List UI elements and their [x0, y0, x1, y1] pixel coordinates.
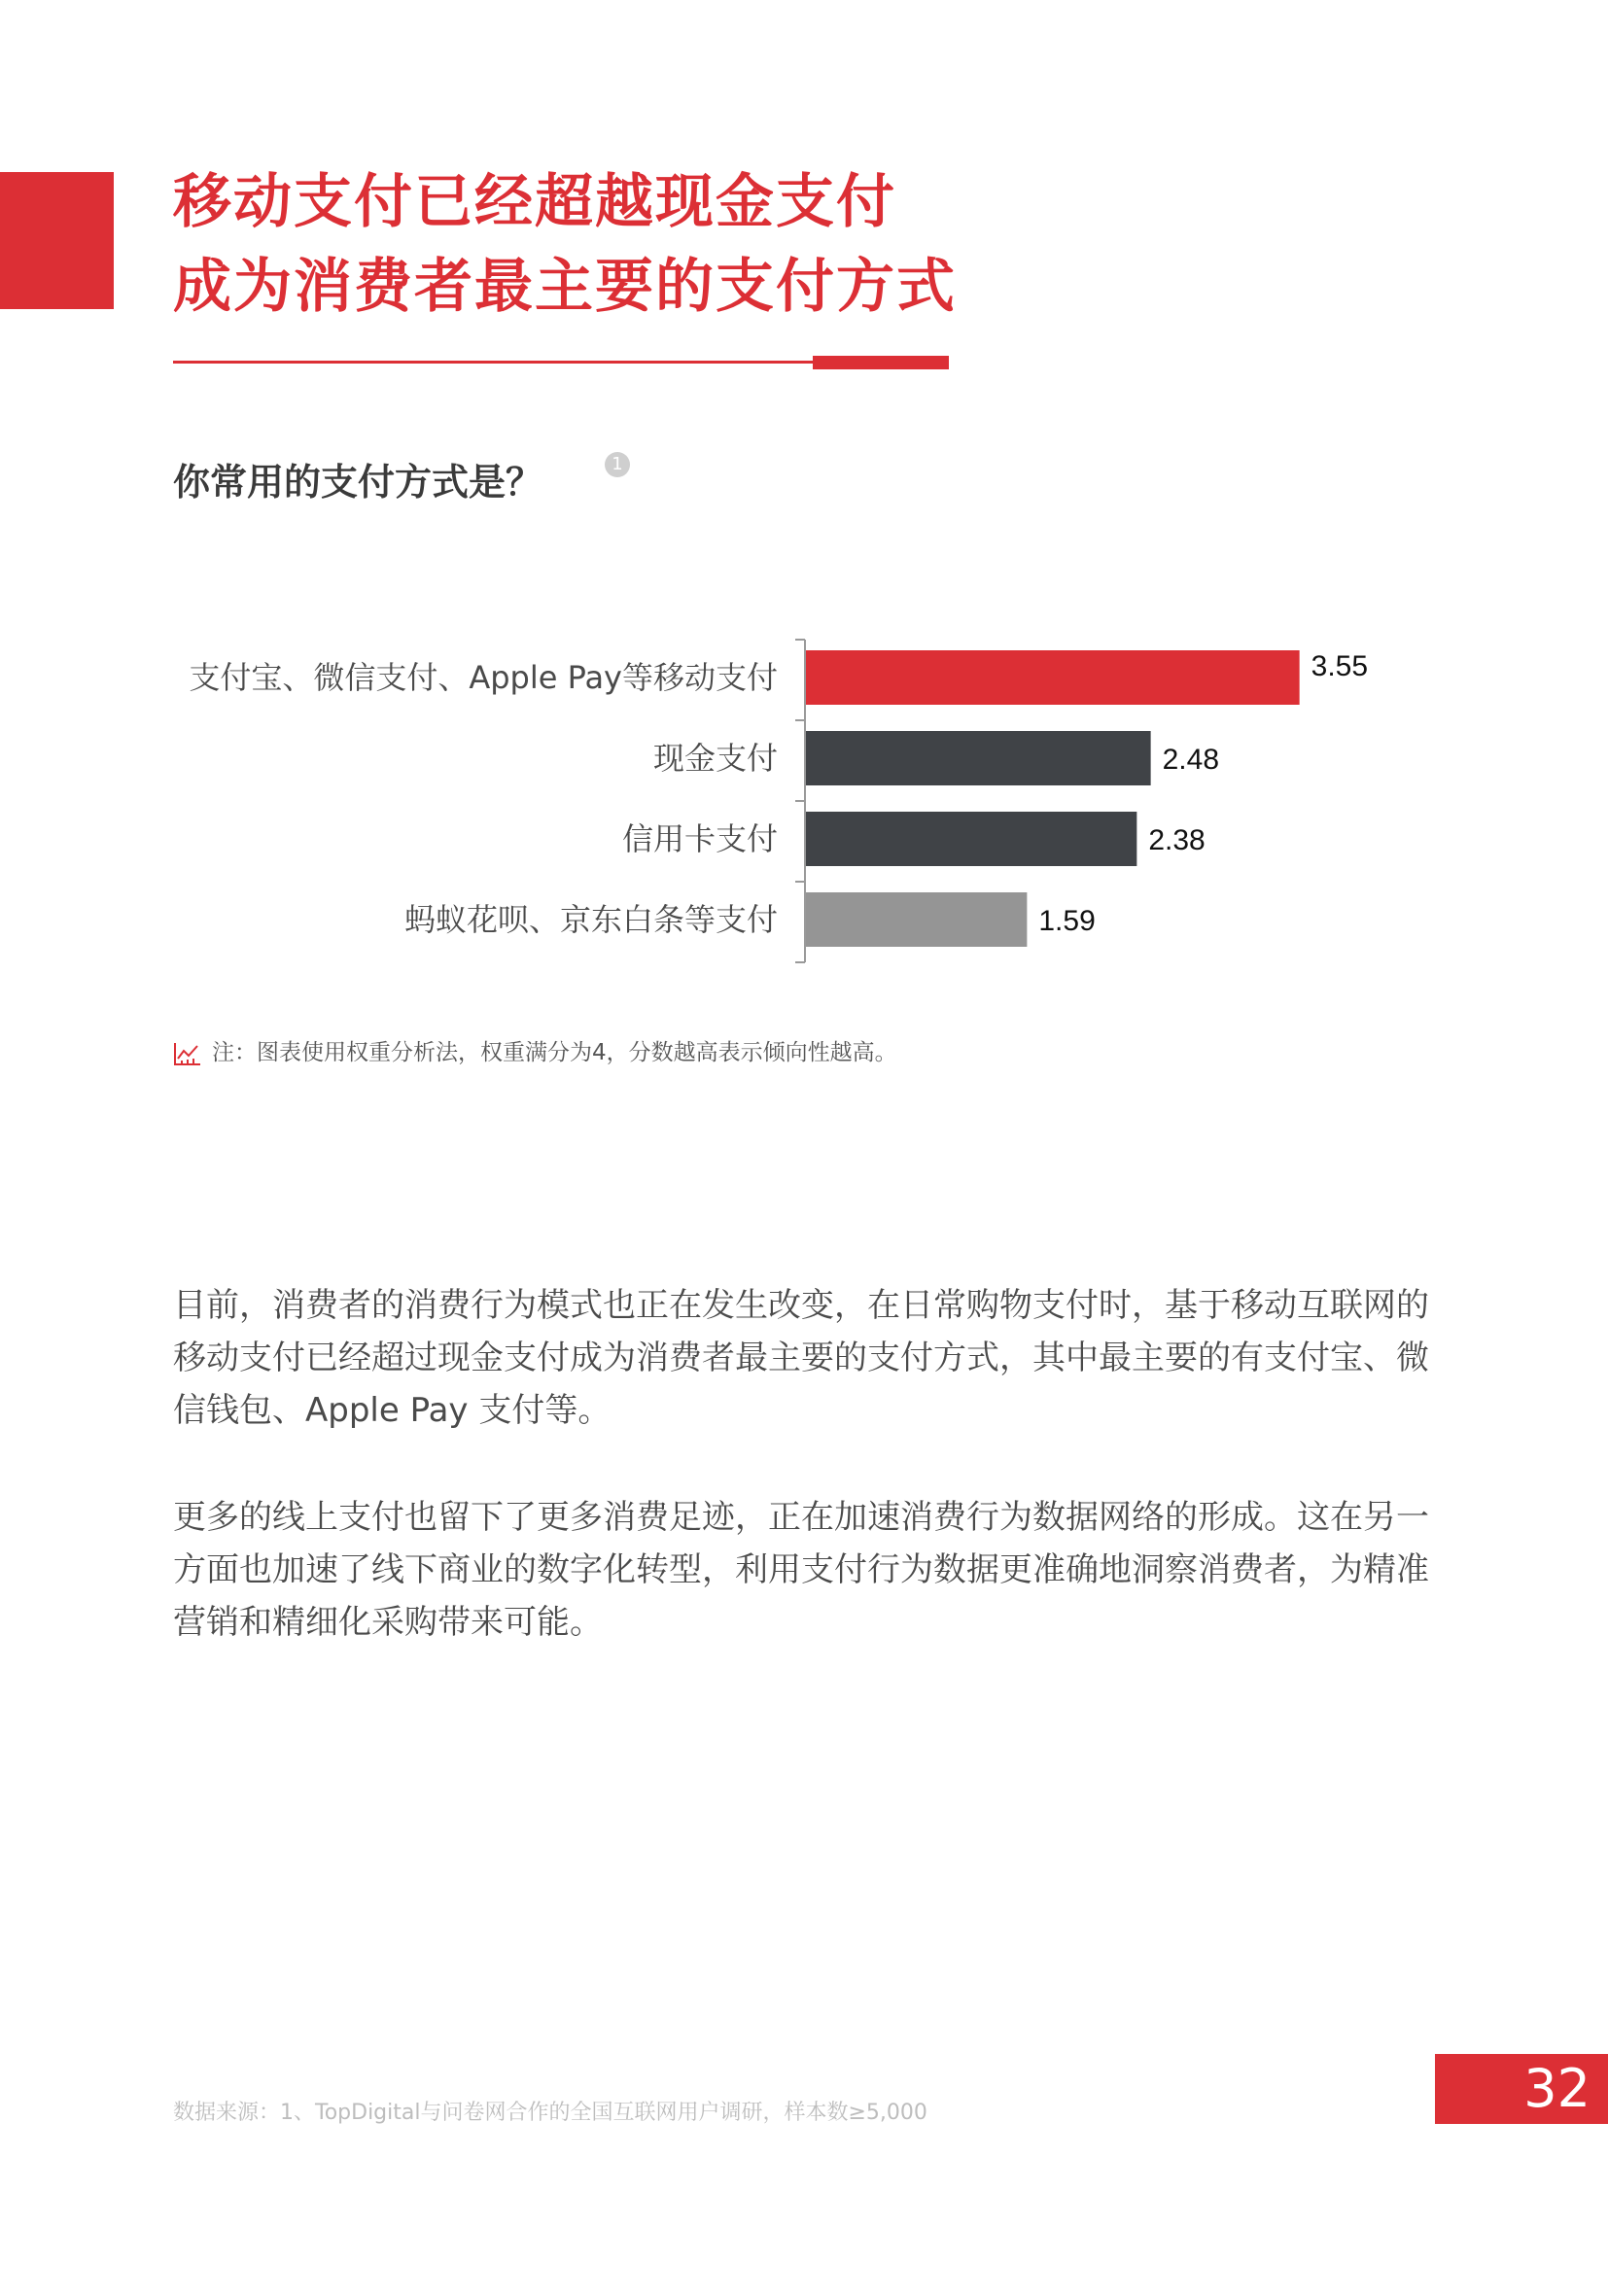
chart-line-icon: [173, 1041, 202, 1066]
bar: [806, 650, 1300, 705]
bar: [806, 731, 1151, 785]
bar: [806, 812, 1136, 866]
title-underline: [173, 361, 815, 364]
category-label: 信用卡支付: [621, 820, 778, 857]
title-underline-accent: [813, 356, 949, 369]
paragraph-line: 方面也加速了线下商业的数字化转型，利用支付行为数据更准确地洞察消费者，为精准: [173, 1550, 1429, 1589]
paragraph-line: 移动支付已经超过现金支付成为消费者最主要的支付方式，其中最主要的有支付宝、微: [173, 1339, 1429, 1377]
paragraph-line: 更多的线上支付也留下了更多消费足迹，正在加速消费行为数据网络的形成。这在另一: [173, 1498, 1429, 1537]
data-label: 1.59: [1038, 905, 1096, 937]
data-source-note: 数据来源：1、TopDigital与问卷网合作的全国互联网用户调研，样本数≥5,000: [173, 2101, 927, 2125]
title-accent-block: [0, 172, 114, 309]
chart-note: 注：图表使用权重分析法，权重满分为4，分数越高表示倾向性越高。: [212, 1040, 897, 1065]
page-number: 32: [1523, 2058, 1591, 2119]
category-label: 支付宝、微信支付、Apple Pay等移动支付: [189, 659, 778, 696]
footnote-marker: 1: [605, 452, 630, 477]
data-label: 2.38: [1148, 824, 1206, 856]
data-label: 3.55: [1311, 650, 1369, 682]
paragraph-line: 目前，消费者的消费行为模式也正在发生改变，在日常购物支付时，基于移动互联网的: [173, 1286, 1429, 1325]
body-paragraph-1: [173, 1286, 1437, 1435]
category-label: 现金支付: [652, 740, 778, 777]
category-label: 蚂蚁花呗、京东白条等支付: [403, 901, 778, 938]
paragraph-line: 信钱包、Apple Pay 支付等。: [173, 1391, 612, 1430]
page-title-line-2: 成为消费者最主要的支付方式: [173, 253, 957, 321]
chart-question: 你常用的支付方式是？: [173, 461, 543, 504]
paragraph-line: 营销和精细化采购带来可能。: [173, 1603, 603, 1642]
bar: [806, 892, 1027, 947]
data-label: 2.48: [1162, 744, 1220, 776]
payment-methods-bar-chart: [0, 622, 1608, 982]
page-title-line-1: 移动支付已经超越现金支付: [173, 168, 896, 236]
body-paragraph-2: [173, 1498, 1437, 1647]
